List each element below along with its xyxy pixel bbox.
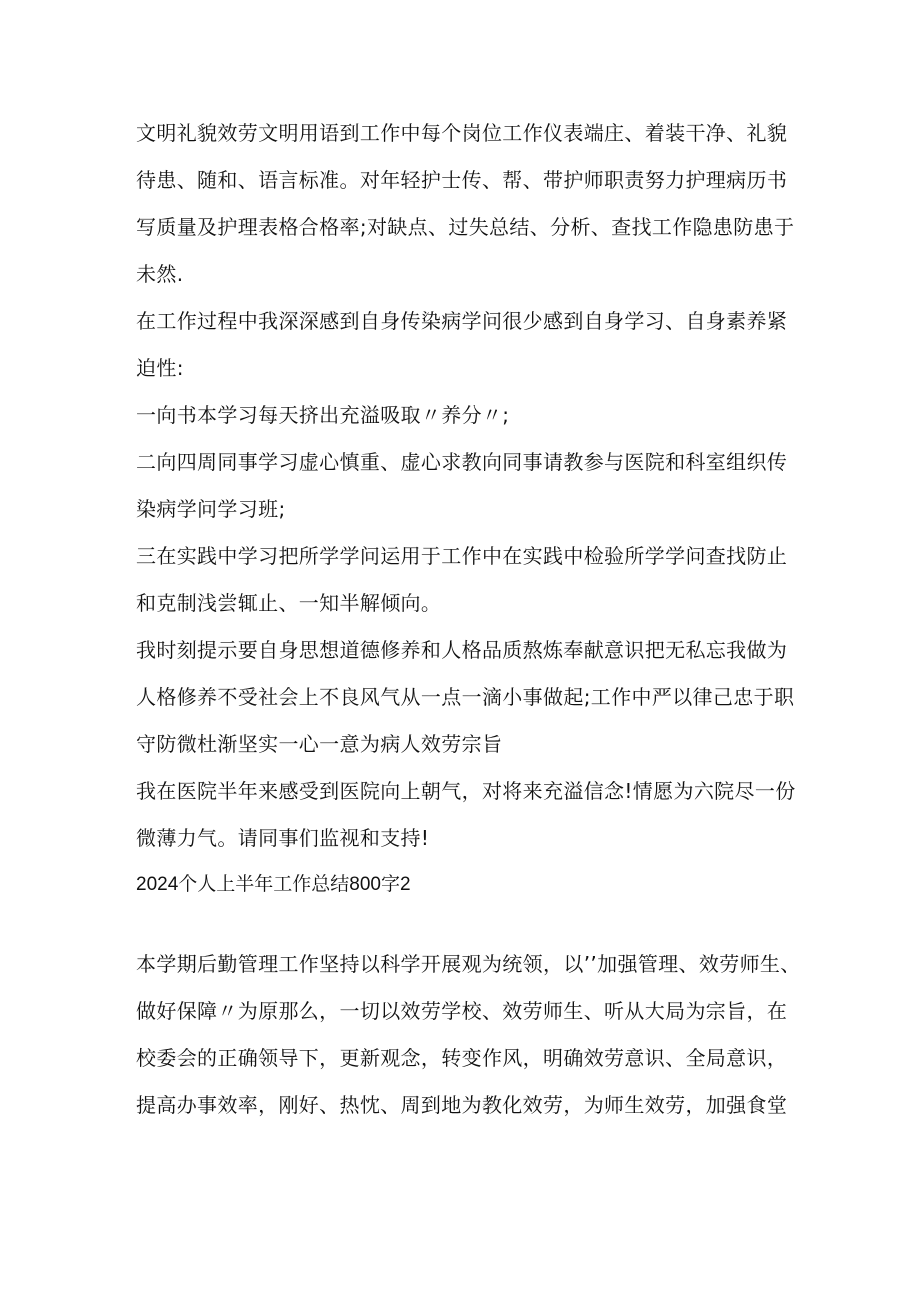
- paragraph-line: 做好保障〃为原那么，一切以效劳学校、效劳师生、听从大局为宗旨，在: [136, 999, 788, 1023]
- paragraph-line: 我时刻提示要自身思想道德修养和人格品质熬炼奉献意识把无私忘我做为: [136, 638, 788, 662]
- paragraph-line: 迫性:: [136, 356, 184, 380]
- paragraph-line: 本学期后勤管理工作坚持以科学开展观为统领，以’’加强管理、效劳师生、: [136, 952, 801, 976]
- section-heading: 2024个人上半年工作总结800字2: [136, 874, 411, 895]
- paragraph-line: 微薄力气。请同事们监视和支持!: [136, 826, 430, 850]
- paragraph-line: 一向书本学习每天挤出充溢吸取〃养分〃;: [136, 403, 510, 427]
- paragraph-line: 人格修养不受社会上不良风气从一点一滴小事做起;工作中严以律己忠于职: [136, 685, 795, 709]
- paragraph-line: 提高办事效率，刚好、热忱、周到地为教化效劳，为师生效劳，加强食堂: [136, 1093, 788, 1117]
- paragraph-line: 写质量及护理表格合格率;对缺点、过失总结、分析、查找工作隐患防患于: [136, 215, 795, 239]
- paragraph-line: 待患、随和、语言标准。对年轻护士传、帮、带护师职责努力护理病历书: [136, 168, 788, 192]
- paragraph-line: 在工作过程中我深深感到自身传染病学问很少感到自身学习、自身素养紧: [136, 309, 788, 333]
- paragraph-line: 染病学问学习班;: [136, 497, 286, 521]
- paragraph-line: 校委会的正确领导下，更新观念，转变作风，明确效劳意识、全局意识，: [136, 1046, 788, 1070]
- paragraph-line: 三在实践中学习把所学学问运用于工作中在实践中检验所学学问查找防止: [136, 544, 788, 568]
- paragraph-line: 未然.: [136, 262, 184, 286]
- paragraph-line: 文明礼貌效劳文明用语到工作中每个岗位工作仪表端庄、着装干净、礼貌: [136, 121, 788, 145]
- paragraph-line: 守防微杜渐坚实一心一意为病人效劳宗旨: [136, 732, 503, 756]
- paragraph-line: 我在医院半年来感受到医院向上朝气，对将来充溢信念!情愿为六院尽一份: [136, 779, 796, 803]
- paragraph-line: 二向四周同事学习虚心慎重、虚心求教向同事请教参与医院和科室组织传: [136, 450, 788, 474]
- paragraph-line: 和克制浅尝辄止、一知半解倾向。: [136, 591, 442, 615]
